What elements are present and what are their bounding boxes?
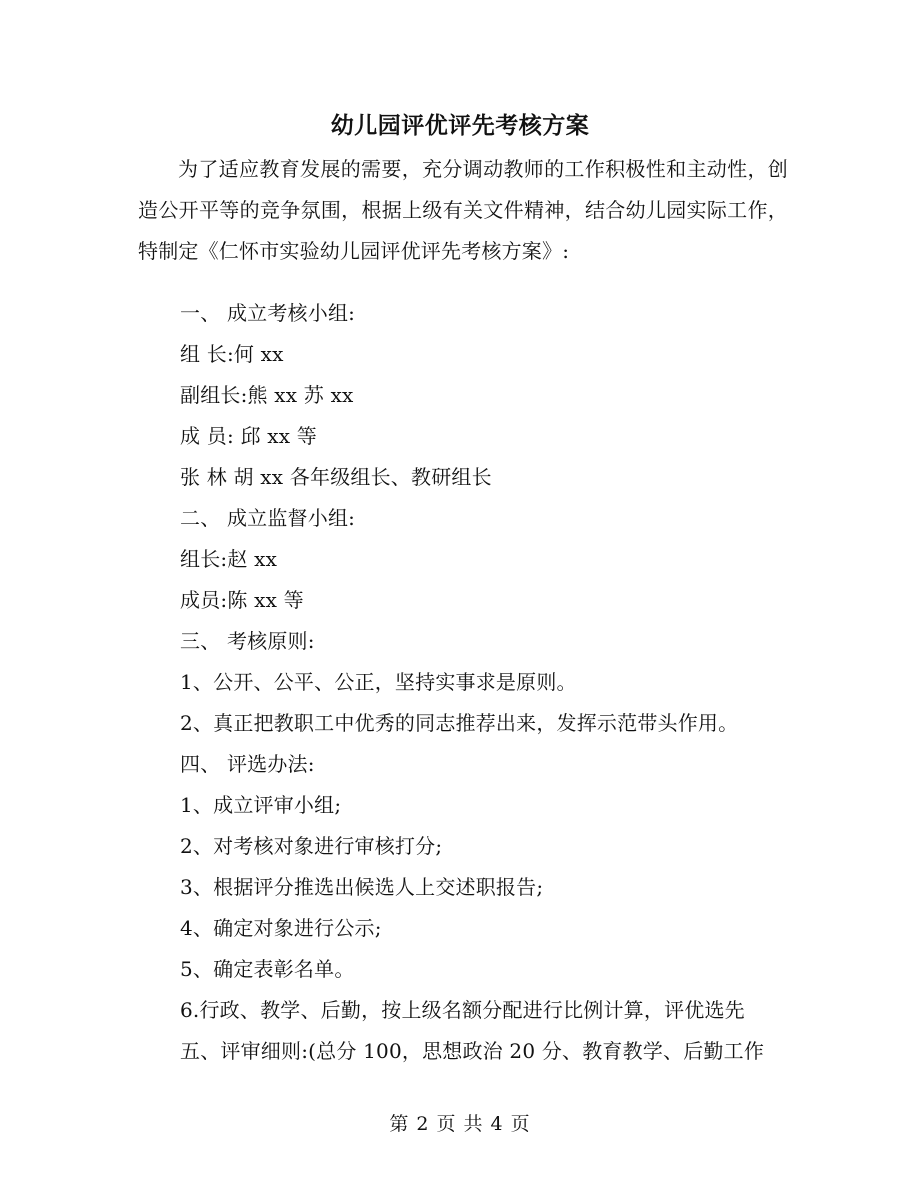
body-lines: [180, 293, 800, 1072]
body-line: 一、 成立考核小组:: [180, 301, 356, 325]
body-line: 组长:赵 xx: [180, 547, 278, 571]
intro-paragraph: 为了适应教育发展的需要，充分调动教师的工作积极性和主动性，创造公开平等的竞争氛围，根据上级有关文件精神，结合幼儿园实际工作，特制定《仁怀市实验幼儿园评优评先考核方案》:: [138, 157, 788, 263]
body-line: 四、 评选办法:: [180, 752, 315, 776]
body-line: 4、确定对象进行公示;: [180, 916, 382, 940]
body-line: 2、对考核对象进行审核打分;: [180, 834, 443, 858]
body-line: 1、公开、公平、公正，坚持实事求是原则。: [180, 670, 577, 694]
body-line: 成员:陈 xx 等: [180, 588, 304, 612]
body-line: 6.行政、教学、后勤，按上级名额分配进行比例计算，评优选先: [180, 998, 745, 1022]
body-line: 五、评审细则:(总分 100，思想政治 20 分、教育教学、后勤工作: [180, 1039, 765, 1063]
body-line: 2、真正把教职工中优秀的同志推荐出来，发挥示范带头作用。: [180, 711, 739, 735]
document-title: 幼儿园评优评先考核方案: [330, 112, 590, 139]
body-line: 成 员: 邱 xx 等: [180, 424, 317, 448]
body-line: 三、 考核原则:: [180, 629, 315, 653]
body-line: 二、 成立监督小组:: [180, 506, 356, 530]
body-line: 副组长:熊 xx 苏 xx: [180, 383, 354, 407]
body-line: 5、确定表彰名单。: [180, 957, 355, 981]
body-line: 组 长:何 xx: [180, 342, 284, 366]
page-number-footer: 第 2 页 共 4 页: [389, 1113, 531, 1135]
body-line: 张 林 胡 xx 各年级组长、教研组长: [180, 465, 492, 489]
body-line: 1、成立评审小组;: [180, 793, 342, 817]
body-line: 3、根据评分推选出候选人上交述职报告;: [180, 875, 544, 899]
